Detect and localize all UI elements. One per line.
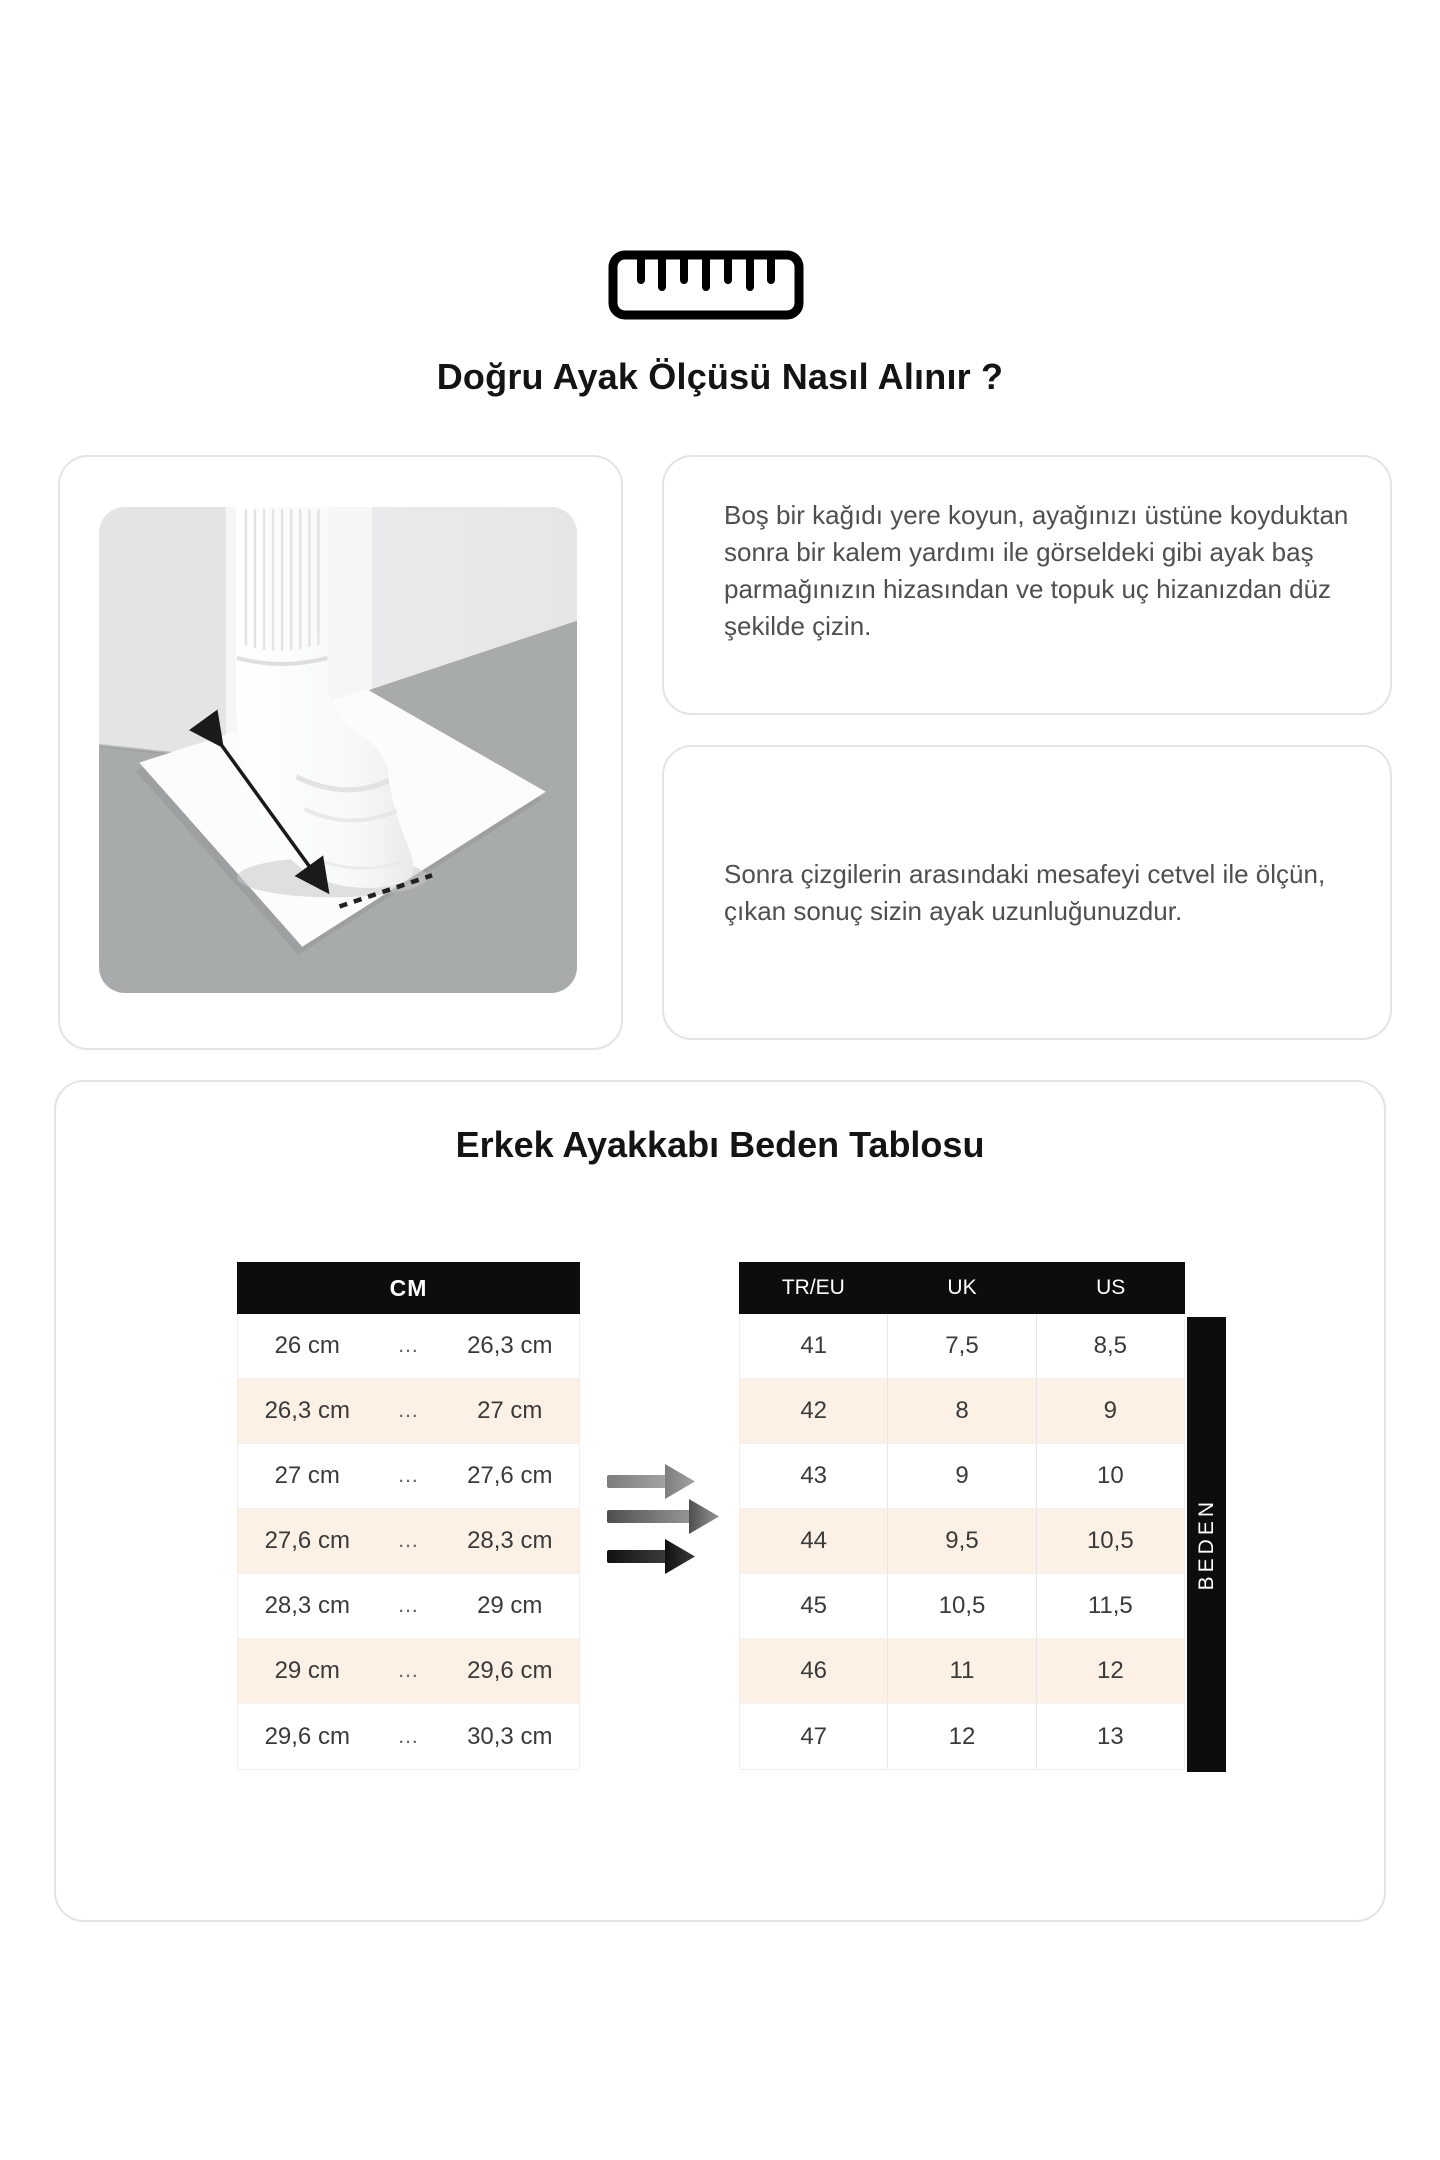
uk-size: 7,5 xyxy=(887,1314,1035,1378)
range-separator: ... xyxy=(398,1529,419,1552)
us-size: 9 xyxy=(1036,1379,1184,1443)
ruler-icon xyxy=(608,250,804,320)
cm-table-row xyxy=(238,1379,579,1444)
foot-measurement-photo xyxy=(99,507,577,993)
cm-min-value: 26 cm xyxy=(274,1332,340,1359)
cm-table-row xyxy=(238,1704,579,1769)
eu-table-body xyxy=(739,1314,1185,1770)
uk-size: 9 xyxy=(887,1444,1035,1508)
cm-table-row xyxy=(238,1444,579,1509)
cm-table-header: CM xyxy=(237,1262,580,1314)
eu-table-header xyxy=(739,1262,1185,1314)
cm-max-value: 29 cm xyxy=(477,1592,543,1619)
eu-size-table xyxy=(739,1262,1185,1770)
range-separator: ... xyxy=(398,1659,419,1682)
instruction-card-draw xyxy=(662,455,1392,715)
cm-max-value: 26,3 cm xyxy=(467,1332,553,1359)
header-us: US xyxy=(1096,1276,1126,1299)
eu-table-row xyxy=(740,1574,1184,1639)
us-size: 13 xyxy=(1036,1704,1184,1769)
eu-table-row xyxy=(740,1704,1184,1769)
instruction-step2-text: Sonra çizgilerin arasındaki mesafeyi cetvel ile ölçün, çıkan sonuç sizin ayak uzunluğunuzdur. xyxy=(724,858,1326,926)
conversion-arrows-icon xyxy=(605,1454,725,1586)
header-uk: UK xyxy=(947,1276,977,1299)
eu-table-row xyxy=(740,1639,1184,1704)
tr-eu-size: 47 xyxy=(800,1722,828,1750)
eu-table-row xyxy=(740,1509,1184,1574)
size-chart-card xyxy=(54,1080,1386,1922)
size-chart-title: Erkek Ayakkabı Beden Tablosu xyxy=(455,1124,985,1165)
range-separator: ... xyxy=(398,1464,419,1487)
cm-table-row xyxy=(238,1509,579,1574)
tr-eu-size: 45 xyxy=(800,1592,828,1619)
us-size: 12 xyxy=(1036,1639,1184,1703)
cm-min-value: 27,6 cm xyxy=(264,1527,350,1554)
cm-max-value: 27 cm xyxy=(477,1397,543,1424)
eu-table-row xyxy=(740,1379,1184,1444)
cm-min-value: 27 cm xyxy=(274,1462,340,1489)
tr-eu-size: 43 xyxy=(800,1462,828,1489)
cm-table xyxy=(237,1262,580,1770)
us-size: 11,5 xyxy=(1036,1574,1184,1638)
beden-label: BEDEN xyxy=(1194,1498,1218,1591)
beden-side-bar xyxy=(1187,1317,1226,1772)
cm-min-value: 29 cm xyxy=(274,1657,340,1684)
tr-eu-size: 41 xyxy=(800,1332,828,1359)
uk-size: 10,5 xyxy=(887,1574,1035,1638)
cm-min-value: 29,6 cm xyxy=(264,1722,350,1750)
cm-max-value: 29,6 cm xyxy=(467,1657,553,1684)
cm-max-value: 27,6 cm xyxy=(467,1462,553,1489)
cm-table-row xyxy=(238,1639,579,1704)
page-title: Doğru Ayak Ölçüsü Nasıl Alınır ? xyxy=(436,356,1004,397)
uk-size: 11 xyxy=(887,1639,1035,1703)
eu-table-row xyxy=(740,1444,1184,1509)
tr-eu-size: 42 xyxy=(800,1397,828,1424)
instruction-card-measure xyxy=(662,745,1392,1040)
eu-table-row xyxy=(740,1314,1184,1379)
cm-min-value: 26,3 cm xyxy=(264,1397,350,1424)
instruction-step1-text: Boş bir kağıdı yere koyun, ayağınızı üstüne koyduktan sonra bir kalem yardımı ile görseldeki gibi ayak baş parmağınızın hizasından ve topuk uç hizanızdan düz şekilde çizin. xyxy=(724,500,1349,641)
uk-size: 8 xyxy=(887,1379,1035,1443)
foot-photo-card xyxy=(58,455,623,1050)
cm-min-value: 28,3 cm xyxy=(264,1592,350,1619)
us-size: 10,5 xyxy=(1036,1509,1184,1573)
tr-eu-size: 46 xyxy=(800,1657,828,1684)
uk-size: 12 xyxy=(887,1704,1035,1769)
range-separator: ... xyxy=(398,1334,419,1357)
range-separator: ... xyxy=(398,1594,419,1617)
range-separator: ... xyxy=(398,1724,419,1748)
uk-size: 9,5 xyxy=(887,1509,1035,1573)
cm-table-row xyxy=(238,1314,579,1379)
cm-max-value: 30,3 cm xyxy=(467,1722,553,1750)
tr-eu-size: 44 xyxy=(800,1527,828,1554)
range-separator: ... xyxy=(398,1399,419,1422)
cm-table-row xyxy=(238,1574,579,1639)
header-tr-eu: TR/EU xyxy=(781,1276,845,1299)
cm-table-body xyxy=(237,1314,580,1770)
us-size: 10 xyxy=(1036,1444,1184,1508)
us-size: 8,5 xyxy=(1036,1314,1184,1378)
cm-max-value: 28,3 cm xyxy=(467,1527,553,1554)
